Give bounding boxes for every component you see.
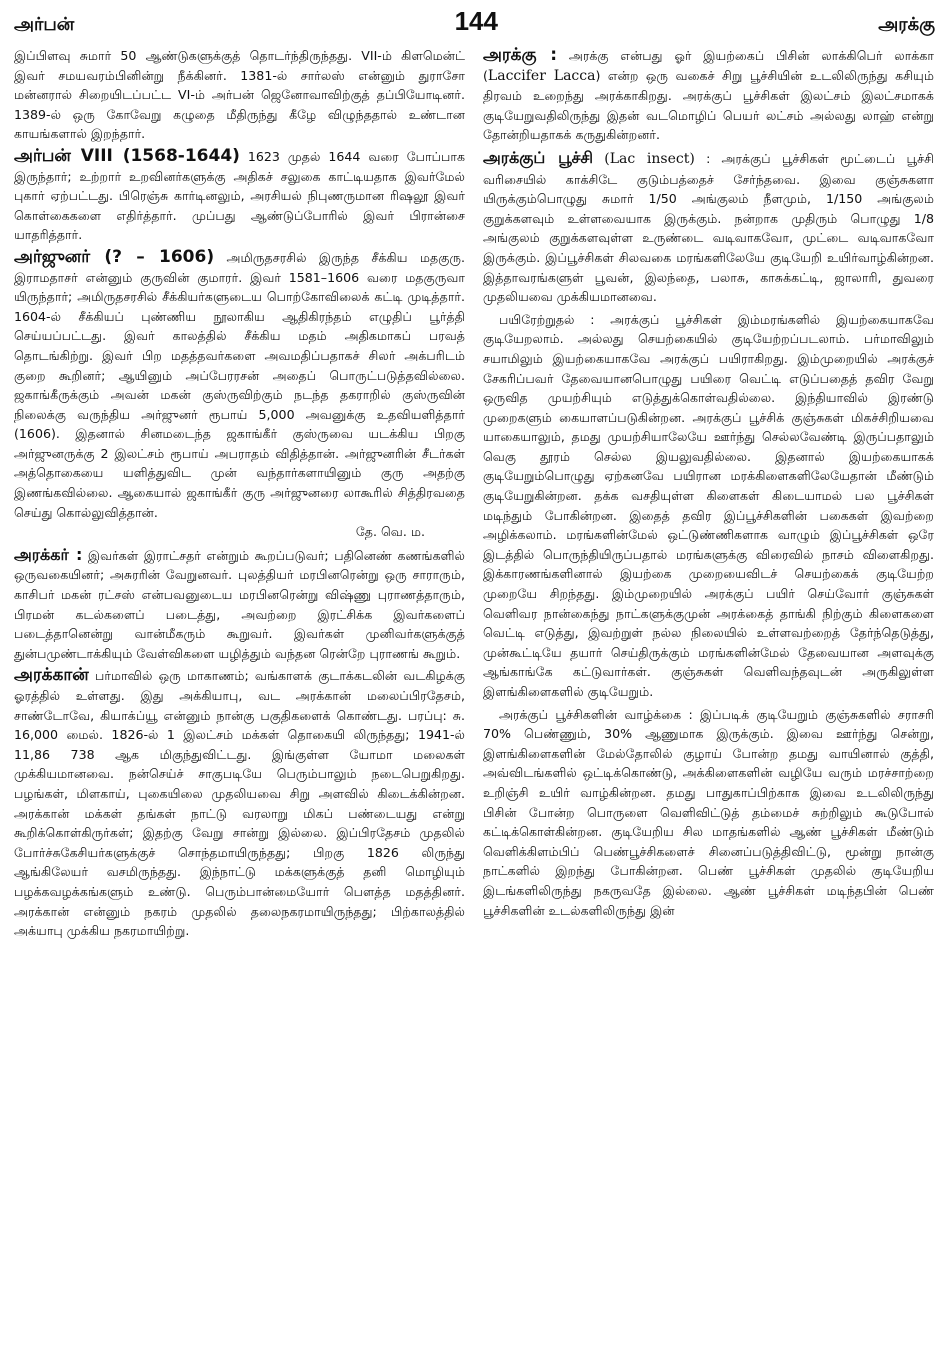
entry-arakku-body-end: ) என்ற ஒரு வகைச் சிறு பூச்சியின் உடலிலிருந்து கசியும் திரவம் உறைந்து அரக்காகிறது. அரக்குப் பூச்சிகள் இலட்சம் இலட்சமாகக் குடியேறுவதிலிருந்து இதன் வடமொழிப் பெயர் லட்சம் அல்லது லாஹ் என்று தோன்றியதாகக் கருதுகின்றனர். <box>483 67 934 143</box>
entry-arakkar <box>14 545 465 664</box>
entry-arakku-latin-name: Laccifer Lacca <box>487 67 596 84</box>
entry-urban8 <box>14 147 465 245</box>
entry-arjun-headword: அர்ஜுனர் (? – 1606) <box>14 246 215 267</box>
section-cultivation-body: அரக்குப் பூச்சிகள் இம்மரங்களில் இயற்கையாகவே குடியேறலாம். அல்லது செயற்கையில் குடியேற்றப்படலாம். பர்மாவிலும் சயாமிலும் இயற்கையாகவே அரக்குப் பயிராகிறது. இம்முறையில் அரக்குச் சேகரிப்பவர் தேவையானபொழுது பயிரை வெட்டி எடுப்பதைத் தவிர வேறு ஒருவித முயற்சியும் எடுத்துக்கொள்வதில்லை. இந்தியாவில் இரண்டு முறைகளும் கையாளப்படுகின்றன. அரக்குப் பூச்சிக் குஞ்சுகள் மிகச்சிறியவை யாகையாலும், தமது முயற்சியாலேயே ஊர்ந்து செல்லவேண்டி இருப்பதாலும் வெகு தூரம் செல்ல இயலுவதில்லை. இதனால் இயற்கையாகக் குடியேறும்பொழுது ஏற்கனவே பயிரான மரக்கிளைகளிலேயேதான் மீண்டும் குடியேறுகின்றன. தக்க வசதியுள்ள கிளைகள் கிடையாமல் பல பூச்சிகள் மடிந்தும் போகின்றன. இதைத் தவிர இப்பூச்சிகளின் பகைகள் இவற்றை அழிக்கலாம். மரங்களின்மேல் ஒட்டுண்ணிகளாக வாழும் இப்பூச்சிகள் ஒரே இடத்தில் பொருந்தியிருப்பதால் மரங்களுக்கு விரைவில் நாசம் விளைகிறது. இக்காரணங்களினால் இயற்கை முறையைவிடச் செயற்கைக் குடியேற்ற முறையே சிறந்தது. இம்முறையில் அரக்குப் பயிர் செய்வோர் குஞ்சுகள் வெளிவர நான்கைந்து நாட்களுக்குமுன் அரக்கைத் தாங்கி நிற்கும் கிளைகளை வெட்டி எடுத்து, இவற்றுள் நல்ல நிலையில் உள்ளவற்றைத் தேர்ந்தெடுத்து, முன்கூட்டியே தயார் செய்திருக்கும் மரங்களின்மேல் தேவையான அளவுக்கு ஆங்காங்கே கட்டுவார்கள். குஞ்சுகள் வெளிவந்தவுடன் அருகிலுள்ள இளங்கிளைகளில் குடியேறும். <box>483 311 934 699</box>
entry-lac-insect <box>483 148 934 307</box>
entry-urban8-headword: அர்பன் VIII (1568-1644) <box>14 145 240 166</box>
right-column <box>483 46 934 944</box>
entry-arjun-author-initials: தே. வெ. ம. <box>355 524 425 540</box>
entry-arakan-headword: அரக்கான் <box>14 665 89 686</box>
entry-arjun-body: அமிருதசரசில் இருந்த சீக்கிய மதகுரு. இராமதாசர் என்னும் குருவின் குமாரர். இவர் 1581–1606 வரை மதகுருவா யிருந்தார்; அமிருதசரசில் சீக்கியர்களுடைய பொற்கோவிலைக் கட்டி முடித்தார். 1604-ல் சீக்கியப் புண்ணிய நூலாகிய ஆதிகிரந்தம் எழுதிப் பூர்த்தி செய்யப்பட்டது. இவர் காலத்தில் சீக்கிய மதம் அதிகமாகப் பரவத் தொடங்கிற்று. இவர் பிற மதத்தவர்களை அவமதிப்பதாகச் சிலர் அக்பரிடம் குறை கூறினர்; ஆயினும் அப்பேரரசன் அதைப் பொருட்படுத்தவில்லை. ஜகாங்கீருக்கும் அவன் மகன் குஸ்ருவிற்கும் நடந்த தகராறில் குஸ்ருவின் நிலைக்கு வருந்திய அர்ஜுனர் ரூபாய் 5,000 அவனுக்கு உதவியளித்தார் (1606). இதனால் சினமடைந்த ஜகாங்கீர் குஸ்ருவை யடக்கிய பிறகு அர்ஜுனருக்கு 2 இலட்சம் ரூபாய் அபராதம் விதித்தான். அர்ஜுனரின் சீடர்கள் அத்தொகையை யளித்துவிட முன் வந்தார்களாயினும் குரு அதற்கு இணங்கவில்லை. ஆகையால் ஜகாங்கீர் குரு அர்ஜுனரை லாகூரில் சித்திரவதை செய்து கொல்லுவித்தான். <box>14 249 465 520</box>
entry-arakan-body: பர்மாவில் ஒரு மாகாணம்; வங்காளக் குடாக்கடலின் வடகிழக்கு ஓரத்தில் உள்ளது. இது அக்கியாபு, வட அரக்கான் மலைப்பிரதேசம், சாண்டோவே, கியாக்ப்யூ என்னும் நான்கு பகுதிகளைக் கொண்டது. பரப்பு: சு. 16,000 மைல். 1826-ல் 1 இலட்சம் மக்கள் தொகையி லிருந்தது; 1941-ல் 11,86 738 ஆக மிகுந்துவிட்டது. இங்குள்ள யோமா மலைகள் முக்கியமானவை. நன்செய்ச் சாகுபடியே பெரும்பாலும் நடைபெறுகிறது. பழங்கள், மிளகாய், புகையிலை முதலியவை சிறு அளவில் கிடைக்கின்றன. அரக்கான் மக்கள் தங்கள் நாட்டு வரலாறு மிகப் பண்டையது என்று கூறிக்கொள்கிருர்கள்; இதற்கு வேறு சான்று இல்லை. இப்பிரதேசம் முதலில் போர்ச்சுகேசியர்களுக்குச் சொந்தமாயிருந்தது; பிறகு 1826 லிருந்து ஆங்கிலேயர் வசமிருந்தது. இந்நாட்டு மக்களுக்குத் தனி மொழியும் பழக்கவழக்கங்களும் உண்டு. பெரும்பான்மையோர் பௌத்த மதத்தினர். அரக்கான் என்னும் நகரம் முதலில் தலைநகரமாயிருந்தது; பிற்காலத்தில் அக்யாபு முக்கிய நகரமாயிற்று. <box>14 668 465 939</box>
entry-lac-insect-headword: அரக்குப் பூச்சி <box>483 147 594 167</box>
left-column <box>14 46 465 944</box>
header-right-term: அரக்கு <box>878 14 935 35</box>
page-header <box>14 6 935 46</box>
entry-arakku-headword: அரக்கு : <box>483 45 558 65</box>
entry-urban8-body: 1623 முதல் 1644 வரை போப்பாக இருந்தார்; உற்றார் உறவினர்களுக்கு அதிகச் சலுகை காட்டியதாக இவர்மேல் புகார் ஏற்பட்டது. பிரெஞ்சு கார்டினலும், அரசியல் நிபுணருமான ரிஷலூ இவர் கொள்கைகளை எதிர்த்தார். முப்பது ஆண்டுப்போரில் இவர் பிரான்சை யாதரித்தார். <box>14 148 466 243</box>
entry-arjun <box>14 248 465 542</box>
section-cultivation <box>483 310 934 702</box>
section-cultivation-lead: பயிரேற்றுதல் : <box>499 311 595 327</box>
entry-lac-insect-latin-name: (Lac insect) <box>604 150 695 167</box>
urban6-continuation: இப்பிளவு சுமார் 50 ஆண்டுகளுக்குத் தொடர்ந்திருந்தது. VII-ம் கிளமென்ட் இவர் சமயவரம்பினின்று நீக்கினர். 1381-ல் சார்லஸ் என்னும் துராசோ மன்னரால் சிறையிடப்பட்ட VI-ம் அர்பன் ஜெனோவாவிற்குத் தப்பியோடினர். 1389-ல் ஒரு கோவேறு கழுதை மீதிருந்து கீழே விழுந்ததால் உண்டான காயங்களால் இறந்தார். <box>14 48 465 142</box>
entry-arakkar-body: இவர்கள் இராட்சதர் என்றும் கூறப்படுவர்; பதினெண் கணங்களில் ஒருவகையினர்; அசுரரின் வேறுனவர். புலத்தியர் மரபினரென்று ஒரு சாராரும், காசிபர் மகன் ரட்சஸ் என்பவனுடைய மரபினரென்று விஷ்ணு புராணத்தாரும், பிரமன் கடல்களைப் படைத்து, அவற்றை இரட்சிக்க இவர்களைப் படைத்தானென்று வான்மீகரும் கூறுவர். இவர்கள் முனிவர்களுக்குத் துன்பமுண்டாக்கியும் வேள்விகளை யழித்தும் வந்தன ரென்றே புராணங் கூறும். <box>14 547 465 661</box>
entry-arakku-body-start: அரக்கு என்பது ஓர் இயற்கைப் பிசின் லாக்கிபெர் லாக்கா ( <box>483 48 934 83</box>
section-lifecycle-body: இப்படிக் குடியேறும் குஞ்சுகளில் சராசரி 70% பெண்ணும், 30% ஆணுமாக இருக்கும். இவை ஊர்ந்து சென்று, இளங்கிளைகளின் மேல்தோலில் குழாய் போன்ற தமது வாயினால் குத்தி, அவ்விடங்களில் ஒட்டிக்கொண்டு, அக்கிளைகளின் வழியே வரும் மரச்சாற்றை உறிஞ்சி உயிர் வாழ்கின்றன. தமது பாதுகாப்பிற்காக இவை உடலிலிருந்து பிசின் போன்ற பொருளை வெளிவிட்டுத் தம்மைச் சுற்றிலும் கூடுபோல் கட்டிக்கொள்கின்றன. குடியேறிய சில மாதங்களில் ஆண் பூச்சிகள் மீண்டும் வெளிக்கிளம்பிப் பெண்பூச்சிகளைச் சினைப்படுத்திவிட்டு, மூன்று நான்கு நாட்களில் இறந்து போகின்றன. பெண் பூச்சிகள் முதலில் குடியேறிய இடங்களிலிருந்து நகருவதே இல்லை. ஆண் பூச்சிகள் மடிந்தபின் பெண் பூச்சிகளின் உடல்களிலிருந்து இன் <box>483 706 934 918</box>
page-number: 144 <box>454 6 498 36</box>
entry-arakkar-headword: அரக்கர் : <box>14 544 83 564</box>
entry-lac-insect-body: : அரக்குப் பூச்சிகள் மூட்டைப் பூச்சி வரிசையில் காக்சிடே குடும்பத்தைச் சேர்ந்தவை. இவை குஞ்சுகளா யிருக்கும்பொழுது சுமார் 1/50 அங்குலம் நீளமும், 1/150 அங்குலம் குறுக்களவும் உள்ளவையாக இருக்கும். நன்றாக முதிரும் பொழுது 1/8 அங்குலம் குறுக்களவுள்ள உருண்டை வடிவாகவோ, முட்டை வடிவாகவோ இருக்கும். இப்பூச்சிகள் சிலவகை மரங்களிலேயே குடியேறி உயிர்வாழ்கின்றன. இத்தாவரங்களுள் பூவன், இலந்தை, பலாசு, காசுக்கட்டி, ஜாலாரி, துவரை முதலியவை முக்கியமானவை. <box>483 150 934 305</box>
header-left-term: அர்பன் <box>14 14 75 35</box>
section-lifecycle-lead: அரக்குப் பூச்சிகளின் வாழ்க்கை : <box>499 706 693 722</box>
two-column-body <box>14 46 935 944</box>
entry-arakku <box>483 46 934 145</box>
section-lifecycle <box>483 705 934 921</box>
entry-arakan <box>14 666 465 940</box>
